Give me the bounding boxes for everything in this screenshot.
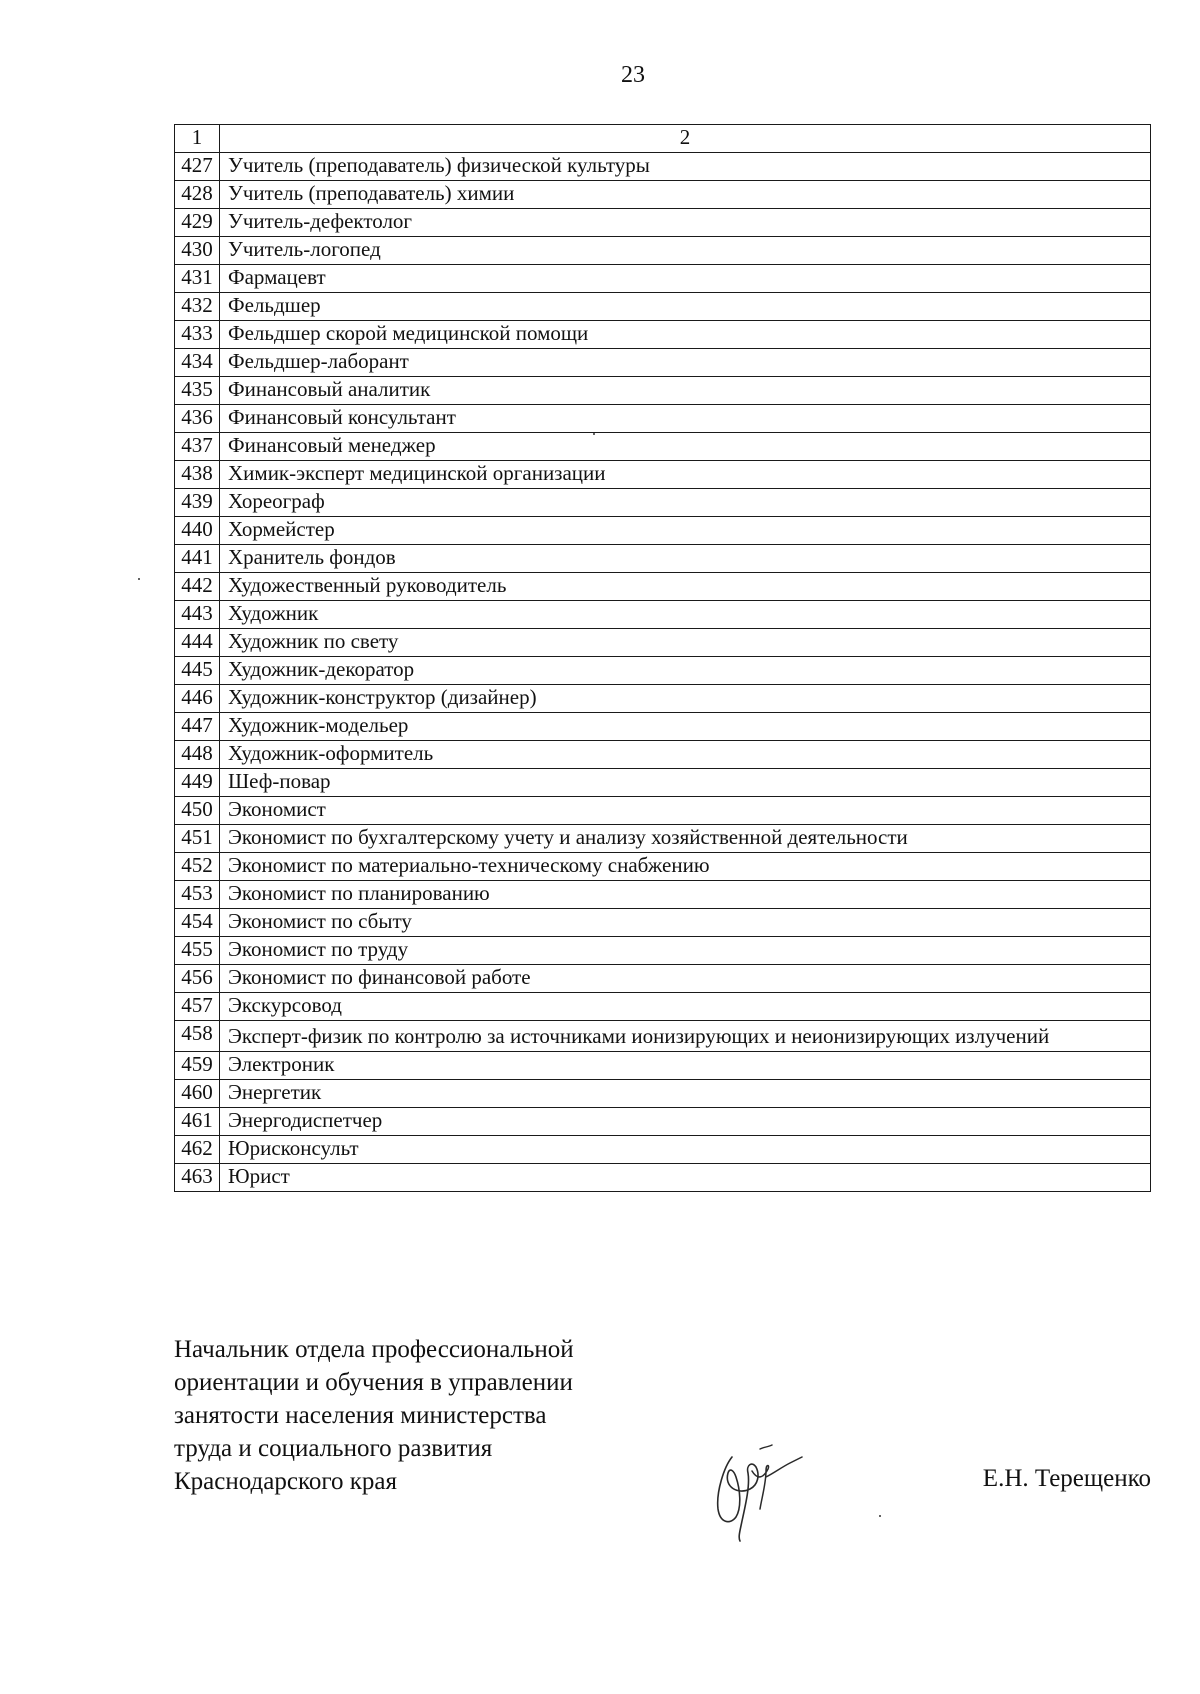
profession-title: Шеф-повар: [220, 769, 1151, 797]
row-number: 439: [175, 489, 220, 517]
row-number: 450: [175, 797, 220, 825]
profession-table-body: [175, 125, 1151, 1192]
row-number: 458: [175, 1021, 220, 1052]
profession-title: Юрист: [220, 1163, 1151, 1191]
row-number: 445: [175, 657, 220, 685]
row-number: 429: [175, 209, 220, 237]
row-number: 437: [175, 433, 220, 461]
row-number: 448: [175, 741, 220, 769]
row-number: 427: [175, 153, 220, 181]
position-line: труда и социального развития: [174, 1435, 493, 1462]
header-col-2: 2: [220, 125, 1151, 153]
table-row: [175, 1079, 1151, 1107]
row-number: 430: [175, 237, 220, 265]
profession-title: Экономист по планированию: [220, 881, 1151, 909]
row-number: 459: [175, 1051, 220, 1079]
row-number: 449: [175, 769, 220, 797]
profession-title: Эксперт-физик по контролю за источниками ионизирующих и неионизирующих излучений: [220, 1021, 1151, 1052]
profession-title: Экономист по материально-техническому снабжению: [220, 853, 1151, 881]
row-number: 453: [175, 881, 220, 909]
table-row: [175, 321, 1151, 349]
row-number: 443: [175, 601, 220, 629]
profession-title: Фельдшер скорой медицинской помощи: [220, 321, 1151, 349]
profession-title: Художественный руководитель: [220, 573, 1151, 601]
table-row: [175, 629, 1151, 657]
table-row: [175, 293, 1151, 321]
profession-title: Художник: [220, 601, 1151, 629]
table-row: [175, 853, 1151, 881]
scan-speck: [593, 433, 595, 435]
profession-title: Финансовый менеджер: [220, 433, 1151, 461]
table-row: [175, 489, 1151, 517]
profession-title: Электроник: [220, 1051, 1151, 1079]
table-header-row: [175, 125, 1151, 153]
table-row: [175, 965, 1151, 993]
row-number: 444: [175, 629, 220, 657]
position-line: Краснодарского края: [174, 1468, 397, 1495]
profession-title: Художник-модельер: [220, 713, 1151, 741]
profession-title: Экономист по бухгалтерскому учету и анализу хозяйственной деятельности: [220, 825, 1151, 853]
row-number: 431: [175, 265, 220, 293]
row-number: 454: [175, 909, 220, 937]
profession-title: Художник по свету: [220, 629, 1151, 657]
table-row: [175, 405, 1151, 433]
table-row: [175, 797, 1151, 825]
table-row: [175, 153, 1151, 181]
profession-title: Энергодиспетчер: [220, 1107, 1151, 1135]
table-row: [175, 937, 1151, 965]
profession-title: Химик-эксперт медицинской организации: [220, 461, 1151, 489]
signatory-name: Е.Н. Терещенко: [982, 1465, 1151, 1492]
row-number: 462: [175, 1135, 220, 1163]
row-number: 432: [175, 293, 220, 321]
profession-title: Учитель (преподаватель) физической культуры: [220, 153, 1151, 181]
profession-title: Юрисконсульт: [220, 1135, 1151, 1163]
row-number: 433: [175, 321, 220, 349]
table-row: [175, 349, 1151, 377]
table-row: [175, 1107, 1151, 1135]
page-number: 23: [621, 62, 645, 88]
row-number: 441: [175, 545, 220, 573]
profession-title: Фармацевт: [220, 265, 1151, 293]
profession-title: Хормейстер: [220, 517, 1151, 545]
row-number: 460: [175, 1079, 220, 1107]
position-line: ориентации и обучения в управлении: [174, 1369, 573, 1396]
table-row: [175, 377, 1151, 405]
profession-title: Учитель (преподаватель) химии: [220, 181, 1151, 209]
table-row: [175, 573, 1151, 601]
position-line: занятости населения министерства: [174, 1402, 547, 1429]
table-row: [175, 685, 1151, 713]
profession-title: Экскурсовод: [220, 993, 1151, 1021]
table-row: [175, 461, 1151, 489]
profession-title: Фельдшер-лаборант: [220, 349, 1151, 377]
row-number: 442: [175, 573, 220, 601]
row-number: 438: [175, 461, 220, 489]
table-row: [175, 741, 1151, 769]
profession-title: Экономист: [220, 797, 1151, 825]
profession-title: Хореограф: [220, 489, 1151, 517]
header-col-1: 1: [175, 125, 220, 153]
profession-title: Художник-декоратор: [220, 657, 1151, 685]
scan-speck: [138, 578, 140, 580]
table-row: [175, 993, 1151, 1021]
table-row: [175, 237, 1151, 265]
table-row: [175, 265, 1151, 293]
table-row: [175, 713, 1151, 741]
table-row: [175, 657, 1151, 685]
row-number: 463: [175, 1163, 220, 1191]
row-number: 457: [175, 993, 220, 1021]
profession-title: Учитель-логопед: [220, 237, 1151, 265]
row-number: 436: [175, 405, 220, 433]
position-line: Начальник отдела профессиональной: [174, 1336, 574, 1363]
profession-title: Хранитель фондов: [220, 545, 1151, 573]
profession-title: Фельдшер: [220, 293, 1151, 321]
table-row: [175, 825, 1151, 853]
row-number: 435: [175, 377, 220, 405]
table-row: [175, 1135, 1151, 1163]
handwritten-signature-icon: [694, 1437, 814, 1547]
row-number: 447: [175, 713, 220, 741]
table-row: [175, 909, 1151, 937]
table-row: [175, 209, 1151, 237]
table-row: [175, 545, 1151, 573]
profession-title: Энергетик: [220, 1079, 1151, 1107]
profession-table: [174, 124, 1151, 1192]
row-number: 446: [175, 685, 220, 713]
table-row: [175, 769, 1151, 797]
signatory-position: [174, 1333, 694, 1498]
table-row: [175, 433, 1151, 461]
row-number: 428: [175, 181, 220, 209]
profession-title: Художник-конструктор (дизайнер): [220, 685, 1151, 713]
profession-title: Художник-оформитель: [220, 741, 1151, 769]
signature-block: [174, 1333, 1151, 1523]
profession-title: Финансовый аналитик: [220, 377, 1151, 405]
row-number: 452: [175, 853, 220, 881]
row-number: 461: [175, 1107, 220, 1135]
table-row: [175, 517, 1151, 545]
table-row: [175, 181, 1151, 209]
table-row: [175, 881, 1151, 909]
table-row: [175, 601, 1151, 629]
table-row: [175, 1051, 1151, 1079]
profession-title: Экономист по труду: [220, 937, 1151, 965]
row-number: 434: [175, 349, 220, 377]
row-number: 455: [175, 937, 220, 965]
profession-title: Учитель-дефектолог: [220, 209, 1151, 237]
row-number: 456: [175, 965, 220, 993]
profession-title: Финансовый консультант: [220, 405, 1151, 433]
row-number: 451: [175, 825, 220, 853]
profession-title: Экономист по сбыту: [220, 909, 1151, 937]
table-row: [175, 1163, 1151, 1191]
profession-title: Экономист по финансовой работе: [220, 965, 1151, 993]
row-number: 440: [175, 517, 220, 545]
table-row: [175, 1021, 1151, 1052]
